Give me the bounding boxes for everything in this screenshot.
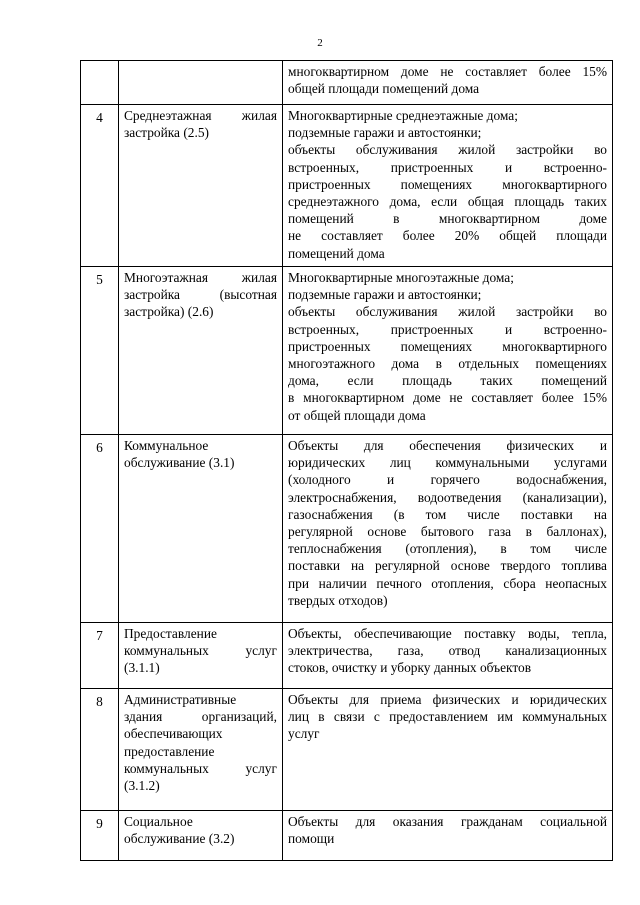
cell-text-line: не составляет более 20% общей площади [288,228,607,244]
cell-text-line: обслуживание (3.1) [124,455,235,471]
use-type-cell [119,435,283,623]
cell-text-line: юридических лиц коммунальными услугами [288,455,607,471]
row-number-cell [81,61,119,105]
description-cell [283,435,613,623]
cell-text-line: Административные [124,692,237,707]
cell-text-line: помещений в многоквартирном доме [288,211,607,227]
cell-text-line: Объекты для обеспечения физических и [288,438,607,453]
cell-text-line: помещений дома [288,245,385,261]
cell-text-line: услуг [288,726,320,742]
cell-text-line: Среднеэтажная жилая [124,108,277,123]
cell-text-line: стоков, очистку и уборку данных объектов [288,660,532,676]
cell-text-line: поставки на регулярной основе твердого топлива [288,558,607,574]
cell-text-line: встроенных, пристроенных и встроенно- [288,321,607,337]
table-row [81,267,613,435]
cell-text-line: твердых отходов) [288,592,388,608]
cell-text-line: застройка (2.5) [124,125,209,141]
row-number-cell: 7 [81,623,119,689]
cell-text-line: лиц в связи с предоставлением им коммунальных [288,709,607,725]
cell-text-line: (3.1.2) [124,778,160,794]
description-cell [283,689,613,811]
cell-text-line: (3.1.1) [124,660,160,676]
cell-text-line: электроснабжения, водоотведения (канализации), [288,489,607,505]
table-row [81,435,613,623]
cell-text-line: Объекты, обеспечивающие поставку воды, тепла, [288,626,607,641]
cell-text-line: здания организаций, [124,709,277,725]
use-type-cell [119,623,283,689]
cell-text-line: газоснабжения (в том числе поставки на [288,506,607,522]
cell-text-line: многоквартирном доме не составляет более 15% [288,64,607,79]
use-type-cell [119,811,283,861]
cell-text-line: коммунальных услуг [124,643,277,659]
table-row [81,811,613,861]
row-number-cell: 8 [81,689,119,811]
cell-text-line: дома, если площадь таких помещений [288,373,607,389]
cell-text-line: обслуживание (3.2) [124,831,235,847]
cell-text-line: Предоставление [124,626,217,641]
cell-text-line: помощи [288,831,335,847]
cell-text-line: пристроенных помещениях многоквартирного [288,338,607,354]
cell-text-line: подземные гаражи и автостоянки; [288,125,482,141]
table-row [81,689,613,811]
description-cell [283,105,613,267]
page-number: 2 [317,37,323,49]
cell-text-line: подземные гаражи и автостоянки; [288,287,482,303]
cell-text-line: пристроенных помещениях многоквартирного [288,176,607,192]
cell-text-line: электричества, газа, отвод канализационных [288,643,607,659]
cell-text-line: Социальное [124,814,193,829]
row-number-cell: 4 [81,105,119,267]
row-number-cell: 6 [81,435,119,623]
cell-text-line: застройка (высотная [124,287,277,303]
cell-text-line: теплоснабжения (отопления), в том числе [288,541,607,557]
row-number-cell: 5 [81,267,119,435]
cell-text-line: общей площади помещений дома [288,81,480,97]
cell-text-line: Объекты для оказания гражданам социальной [288,814,607,829]
cell-text-line: Многоэтажная жилая [124,270,277,285]
description-cell [283,61,613,105]
use-type-cell [119,105,283,267]
description-cell [283,623,613,689]
cell-text-line: при наличии печного отопления, сбора неопасных [288,575,607,591]
cell-text-line: обеспечивающих [124,726,223,742]
cell-text-line: предоставление [124,743,215,759]
table-row [81,105,613,267]
land-use-table [80,60,613,861]
cell-text-line: в многоквартирном доме не составляет более 15% [288,390,607,406]
cell-text-line: Многоквартирные среднеэтажные дома; [288,108,518,123]
table-body [81,61,613,861]
use-type-cell [119,61,283,105]
use-type-cell [119,267,283,435]
description-cell [283,811,613,861]
cell-text-line: Коммунальное [124,438,209,453]
table-row [81,623,613,689]
table-row [81,61,613,105]
cell-text-line: от общей площади дома [288,407,426,423]
use-type-cell [119,689,283,811]
cell-text-line: объекты обслуживания жилой застройки во [288,304,607,320]
cell-text-line: Многоквартирные многоэтажные дома; [288,270,514,285]
cell-text-line: встроенных, пристроенных и встроенно- [288,159,607,175]
cell-text-line: коммунальных услуг [124,760,277,776]
cell-text-line: Объекты для приема физических и юридических [288,692,607,707]
row-number-cell: 9 [81,811,119,861]
cell-text-line: многоэтажного дома в отдельных помещениях [288,356,607,372]
cell-text-line: застройка) (2.6) [124,304,214,320]
cell-text-line: (холодного и горячего водоснабжения, [288,472,607,488]
cell-text-line: объекты обслуживания жилой застройки во [288,142,607,158]
cell-text-line: регулярной основе бытового газа в баллонах), [288,524,607,540]
description-cell [283,267,613,435]
cell-text-line: среднеэтажного дома, если общая площадь таких [288,194,607,210]
